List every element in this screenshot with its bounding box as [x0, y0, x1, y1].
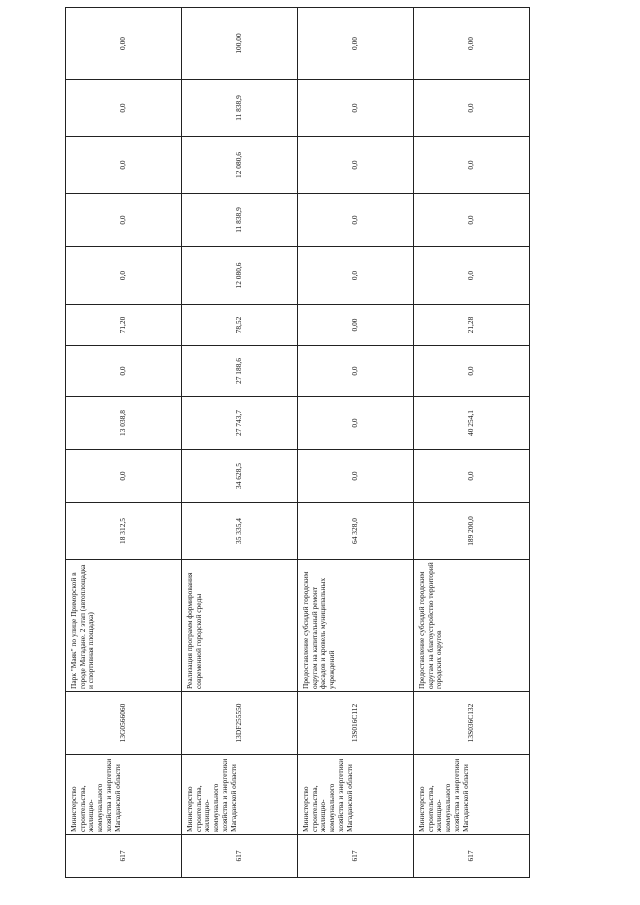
- value-cell: 11 838,9: [182, 80, 298, 137]
- percent-cell: 0,00: [298, 8, 414, 80]
- budget-code-cell: 13DF255550: [182, 692, 298, 755]
- table-row: [66, 8, 182, 878]
- value-cell: 0,0: [298, 80, 414, 137]
- value-cell: 0,0: [66, 194, 182, 247]
- value-cell: 0,0: [298, 247, 414, 305]
- table-row: [414, 8, 530, 878]
- description-cell: Предоставление субсидий городским округам на благоустройство территорий городских округов: [414, 560, 530, 692]
- value-cell: 0,0: [414, 137, 530, 194]
- value-cell: 0,0: [66, 247, 182, 305]
- table-row: [298, 8, 414, 878]
- budget-code-cell: 13S016C112: [298, 692, 414, 755]
- value-cell: 34 628,5: [182, 450, 298, 503]
- description-cell: Предоставление субсидий городским округам на капитальный ремонт фасадов и кровель муниципальных учреждений: [298, 560, 414, 692]
- percent-cell: 21,28: [414, 305, 530, 346]
- value-cell: 0,0: [298, 137, 414, 194]
- value-cell: 12 080,6: [182, 247, 298, 305]
- value-cell: 0,0: [414, 194, 530, 247]
- value-cell: 12 080,6: [182, 137, 298, 194]
- value-cell: 11 838,9: [182, 194, 298, 247]
- value-cell: 0,0: [66, 137, 182, 194]
- ministry-cell: Министерство строительства, жилищно-коммунального хозяйства и энергетики Магаданской области: [298, 755, 414, 835]
- value-cell: 13 038,8: [66, 397, 182, 450]
- value-cell: 27 188,6: [182, 346, 298, 397]
- value-cell: 0,0: [414, 80, 530, 137]
- value-cell: 64 328,0: [298, 503, 414, 560]
- percent-cell: 0,00: [66, 8, 182, 80]
- org-code-cell: 617: [298, 835, 414, 878]
- value-cell: 0,0: [66, 450, 182, 503]
- value-cell: 0,0: [298, 397, 414, 450]
- value-cell: 189 200,0: [414, 503, 530, 560]
- value-cell: 0,0: [298, 346, 414, 397]
- table-row: [182, 8, 298, 878]
- description-cell: Реализация программ формирования современной городской среды: [182, 560, 298, 692]
- org-code-cell: 617: [66, 835, 182, 878]
- description-cell: Парк "Маяк" по улице Приморской в городе Магадане. 2 этап (автоплощадка и спортивная площадка): [66, 560, 182, 692]
- value-cell: 0,0: [66, 346, 182, 397]
- org-code-cell: 617: [182, 835, 298, 878]
- value-cell: 0,0: [298, 450, 414, 503]
- ministry-cell: Министерство строительства, жилищно-коммунального хозяйства и энергетики Магаданской области: [66, 755, 182, 835]
- value-cell: 0,0: [414, 450, 530, 503]
- percent-cell: 78,52: [182, 305, 298, 346]
- value-cell: 40 254,1: [414, 397, 530, 450]
- budget-code-cell: 13S036C132: [414, 692, 530, 755]
- value-cell: 0,0: [414, 346, 530, 397]
- value-cell: 0,0: [66, 80, 182, 137]
- rotated-table-container: [65, 33, 530, 878]
- value-cell: 0,0: [298, 194, 414, 247]
- ministry-cell: Министерство строительства, жилищно-коммунального хозяйства и энергетики Магаданской области: [182, 755, 298, 835]
- budget-table: [65, 7, 530, 878]
- percent-cell: 0,00: [298, 305, 414, 346]
- budget-code-cell: 13G0566060: [66, 692, 182, 755]
- value-cell: 18 312,5: [66, 503, 182, 560]
- percent-cell: 71,20: [66, 305, 182, 346]
- percent-cell: 100,00: [182, 8, 298, 80]
- value-cell: 35 335,4: [182, 503, 298, 560]
- ministry-cell: Министерство строительства, жилищно-коммунального хозяйства и энергетики Магаданской области: [414, 755, 530, 835]
- org-code-cell: 617: [414, 835, 530, 878]
- value-cell: 27 743,7: [182, 397, 298, 450]
- value-cell: 0,0: [414, 247, 530, 305]
- percent-cell: 0,00: [414, 8, 530, 80]
